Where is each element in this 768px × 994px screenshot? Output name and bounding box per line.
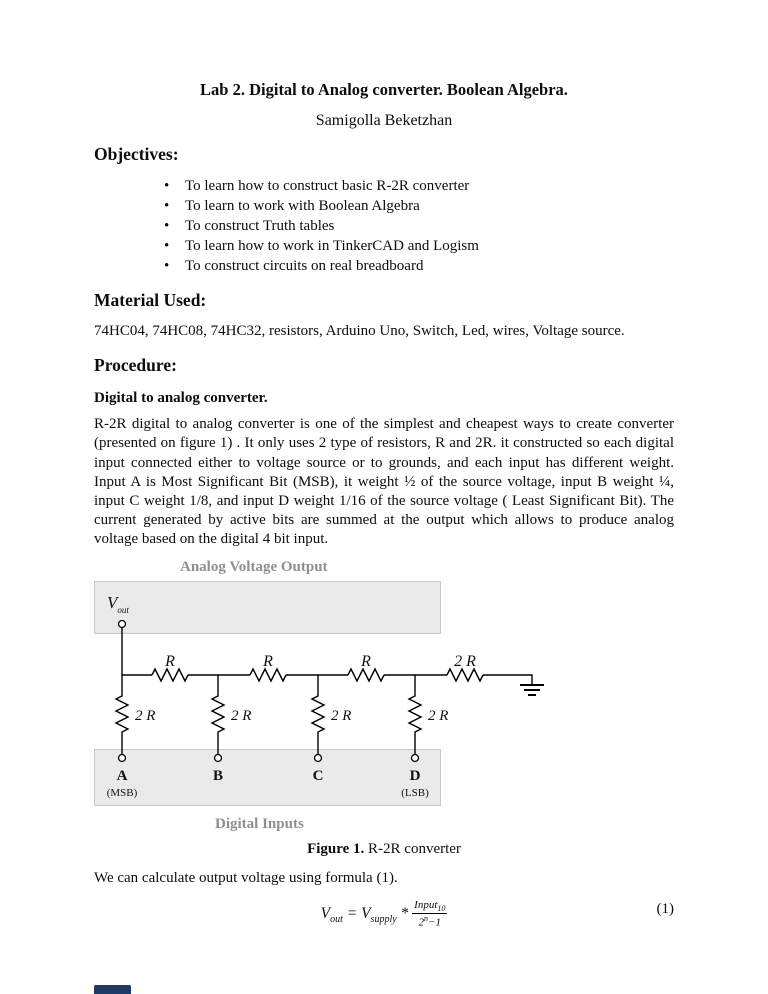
material-text: 74HC04, 74HC08, 74HC32, resistors, Arduino Uno, Switch, Led, wires, Voltage source. — [94, 323, 625, 340]
r2r-circuit-diagram — [94, 581, 654, 809]
series-resistor-r2 — [250, 669, 286, 681]
input-tag-lsb: (LSB) — [401, 786, 429, 799]
objective-item: • To learn how to construct basic R-2R converter — [162, 176, 674, 196]
shunt-resistor-label-1: 2 R — [135, 707, 156, 724]
figure-caption-text: R-2R converter — [364, 840, 461, 857]
input-terminal-b — [215, 754, 222, 761]
shunt-resistors — [116, 675, 421, 755]
dac-paragraph: R-2R digital to analog converter is one of the simplest and cheapest ways to create converter (presented on figure 1) . It only uses 2 type of resistors, R and 2R. it constructed so each digital input connected either to voltage source or to grounds, and each input has different weight. Input A is Most Significant Bit (MSB), it weight ½ of the source voltage, input B weight ¼, input C weight 1/8, and input D weight 1/16 of the source voltage ( Least Significant Bit). The current generated by active bits are summed at the output which allows to produce analog voltage based on the digital 4 bit input. — [94, 416, 674, 548]
objective-item: • To construct circuits on real breadboard — [162, 256, 674, 276]
vout-terminal — [119, 620, 126, 627]
document-title: Lab 2. Digital to Analog converter. Boolean Algebra. — [200, 80, 568, 99]
series-resistor-label-4: 2 R — [454, 652, 476, 670]
ground-icon — [520, 685, 544, 695]
objective-item: • To learn how to work in TinkerCAD and Logism — [162, 236, 674, 256]
series-resistor-label-1: R — [165, 652, 175, 670]
formula-row — [94, 899, 674, 930]
analog-output-label: Analog Voltage Output — [180, 558, 328, 575]
material-heading: Material Used: — [94, 290, 207, 311]
series-resistor-label-2: R — [263, 652, 273, 670]
objective-item: • To learn to work with Boolean Algebra — [162, 196, 674, 216]
shunt-resistor-c — [312, 675, 324, 755]
series-resistor-2r — [447, 669, 483, 681]
digital-inputs-label: Digital Inputs — [215, 815, 304, 832]
series-resistor-r1 — [152, 669, 188, 681]
vout-label: $V_{out}$ — [107, 592, 129, 615]
input-terminal-a — [119, 754, 126, 761]
digital-inputs-box — [95, 749, 441, 805]
formula-fraction: $\frac{Input_{10}}{2^n-1}$ — [414, 898, 446, 929]
analog-output-box — [95, 581, 441, 633]
formula-intro: We can calculate output voltage using formula (1). — [94, 869, 398, 886]
cropped-bottom-element — [94, 985, 131, 994]
formula-1: $V_{out} = V_{supply}$ * $\frac{Input_{10}}{2^n-1}$ — [320, 898, 446, 929]
objectives-heading: Objectives: — [94, 143, 179, 164]
input-terminal-c — [315, 754, 322, 761]
input-tag-msb: (MSB) — [106, 786, 138, 799]
input-label-b: B — [212, 767, 224, 784]
input-label-d: D — [409, 767, 421, 784]
procedure-heading: Procedure: — [94, 355, 177, 376]
figure-1 — [94, 559, 674, 833]
objective-item: • To construct Truth tables — [162, 216, 674, 236]
objectives-list — [162, 176, 674, 276]
input-label-c: C — [312, 767, 324, 784]
shunt-resistor-b — [212, 675, 224, 755]
dac-subheading: Digital to analog converter. — [94, 390, 268, 407]
shunt-resistor-a — [116, 675, 128, 755]
shunt-resistor-label-3: 2 R — [331, 707, 352, 724]
document-author: Samigolla Beketzhan — [315, 111, 453, 129]
formula-number: (1) — [656, 900, 674, 917]
shunt-resistor-label-2: 2 R — [231, 707, 252, 724]
shunt-resistor-label-4: 2 R — [428, 707, 449, 724]
series-resistor-label-3: R — [361, 652, 371, 670]
series-resistor-r3 — [348, 669, 384, 681]
shunt-resistor-d — [409, 675, 421, 755]
figure-caption — [94, 841, 674, 858]
figure-caption-number: Figure 1. — [307, 840, 365, 857]
input-terminal-d — [412, 754, 419, 761]
input-label-a: A — [116, 767, 128, 784]
